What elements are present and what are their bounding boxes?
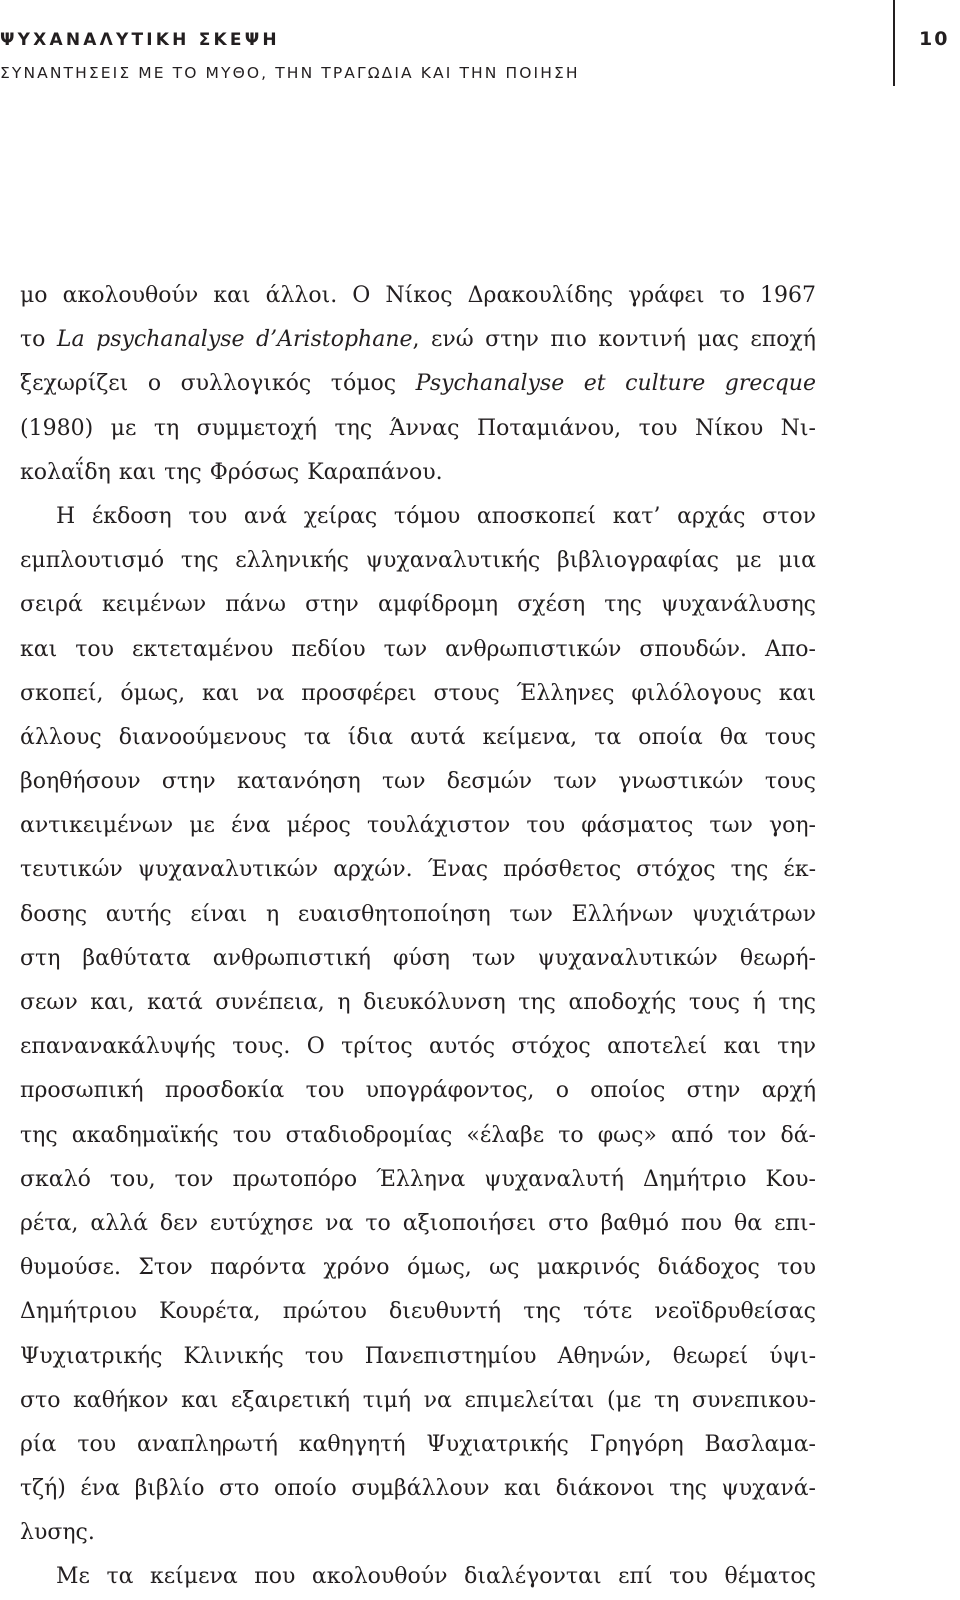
text-line: το La psychanalyse d’Aristophane, ενώ στην πιο κοντινή μας εποχή	[20, 327, 816, 353]
text-line: άλλους διανοούμενους τα ίδια αυτά κείμενα, τα οποία θα τους	[20, 724, 816, 750]
text-line: σκοπεί, όμως, και να προσφέρει στους Έλληνες φιλόλογους και	[20, 680, 816, 706]
text-line: Δημήτριου Κουρέτα, πρώτου διευθυντή της τότε νεοϊδρυθείσας	[20, 1299, 816, 1325]
text-line: Με τα κείμενα που ακολουθούν διαλέγονται επί του θέματος	[56, 1564, 816, 1590]
text-line: Ψυχιατρικής Κλινικής του Πανεπιστημίου Αθηνών, θεωρεί ύψι-	[20, 1343, 816, 1369]
text-line: προσωπική προσδοκία του υπογράφοντος, ο οποίος στην αρχή	[20, 1078, 816, 1104]
text-line: (1980) με τη συμμετοχή της Άννας Ποταμιάνου, του Νίκου Νι-	[20, 415, 816, 441]
running-header-subtitle: ΣΥΝΑΝΤΗΣΕΙΣ ΜΕ ΤΟ ΜΥΘΟ, ΤΗΝ ΤΡΑΓΩΔΙΑ ΚΑΙ ΤΗΝ ΠΟΙΗΣΗ	[0, 64, 580, 82]
body-text	[20, 274, 816, 1600]
text-line: κολαΐδη και της Φρόσως Καραπάνου.	[20, 459, 443, 485]
text-line: Η έκδοση του ανά χείρας τόμου αποσκοπεί κατ’ αρχάς στον	[56, 503, 816, 529]
text-line: της ακαδημαϊκής του σταδιοδρομίας «έλαβε το φως» από τον δά-	[20, 1122, 816, 1148]
text-line: ρέτα, αλλά δεν ευτύχησε να το αξιοποιήσει στο βαθμό που θα επι-	[20, 1210, 816, 1236]
text-line: επανανακάλυψής τους. Ο τρίτος αυτός στόχος αποτελεί και την	[20, 1034, 816, 1060]
text-line: στο καθήκον και εξαιρετική τιμή να επιμελείται (με τη συνεπικου-	[20, 1387, 816, 1413]
page-number: 10	[919, 28, 950, 50]
text-line: δοσης αυτής είναι η ευαισθητοποίηση των Ελλήνων ψυχιάτρων	[20, 901, 816, 927]
italic-title: La psychanalyse d’Aristophane	[56, 327, 413, 353]
text-line: βοηθήσουν στην κατανόηση των δεσμών των γνωστικών τους	[20, 769, 816, 795]
running-header-title: ΨΥΧΑΝΑΛΥΤΙΚΗ ΣΚΕΨΗ	[0, 30, 280, 50]
text-line: σεων και, κατά συνέπεια, η διευκόλυνση της αποδοχής τους ή της	[20, 990, 816, 1015]
header-vertical-rule	[893, 0, 895, 86]
text-line: αντικειμένων με ένα μέρος τουλάχιστον του φάσματος των γοη-	[20, 813, 816, 839]
text-line: τζή) ένα βιβλίο στο οποίο συμβάλλουν και διάκονοι της ψυχανά-	[20, 1476, 816, 1502]
text-line: λυσης.	[20, 1520, 95, 1546]
text-line: σκαλό του, τον πρωτοπόρο Έλληνα ψυχαναλυτή Δημήτριο Κου-	[20, 1166, 816, 1192]
text-line: ρία του αναπληρωτή καθηγητή Ψυχιατρικής Γρηγόρη Βασλαμα-	[20, 1431, 816, 1457]
text-line: ξεχωρίζει ο συλλογικός τόμος Psychanalyse et culture grecque	[20, 371, 816, 397]
text-line: τευτικών ψυχαναλυτικών αρχών. Ένας πρόσθετος στόχος της έκ-	[20, 857, 816, 883]
italic-title: Psychanalyse et culture grecque	[415, 371, 816, 397]
text-line: σειρά κειμένων πάνω στην αμφίδρομη σχέση της ψυχανάλυσης	[20, 592, 816, 618]
text-line: και του εκτεταμένου πεδίου των ανθρωπιστικών σπουδών. Απο-	[20, 636, 816, 662]
text-line: στη βαθύτατα ανθρωπιστική φύση των ψυχαναλυτικών θεωρή-	[20, 945, 816, 971]
text-line: εμπλουτισμό της ελληνικής ψυχαναλυτικής βιβλιογραφίας με μια	[20, 548, 816, 574]
text-line: θυμούσε. Στον παρόντα χρόνο όμως, ως μακρινός διάδοχος του	[20, 1255, 816, 1281]
text-line: μο ακολουθούν και άλλοι. Ο Νίκος Δρακουλίδης γράφει το 1967	[20, 283, 816, 308]
